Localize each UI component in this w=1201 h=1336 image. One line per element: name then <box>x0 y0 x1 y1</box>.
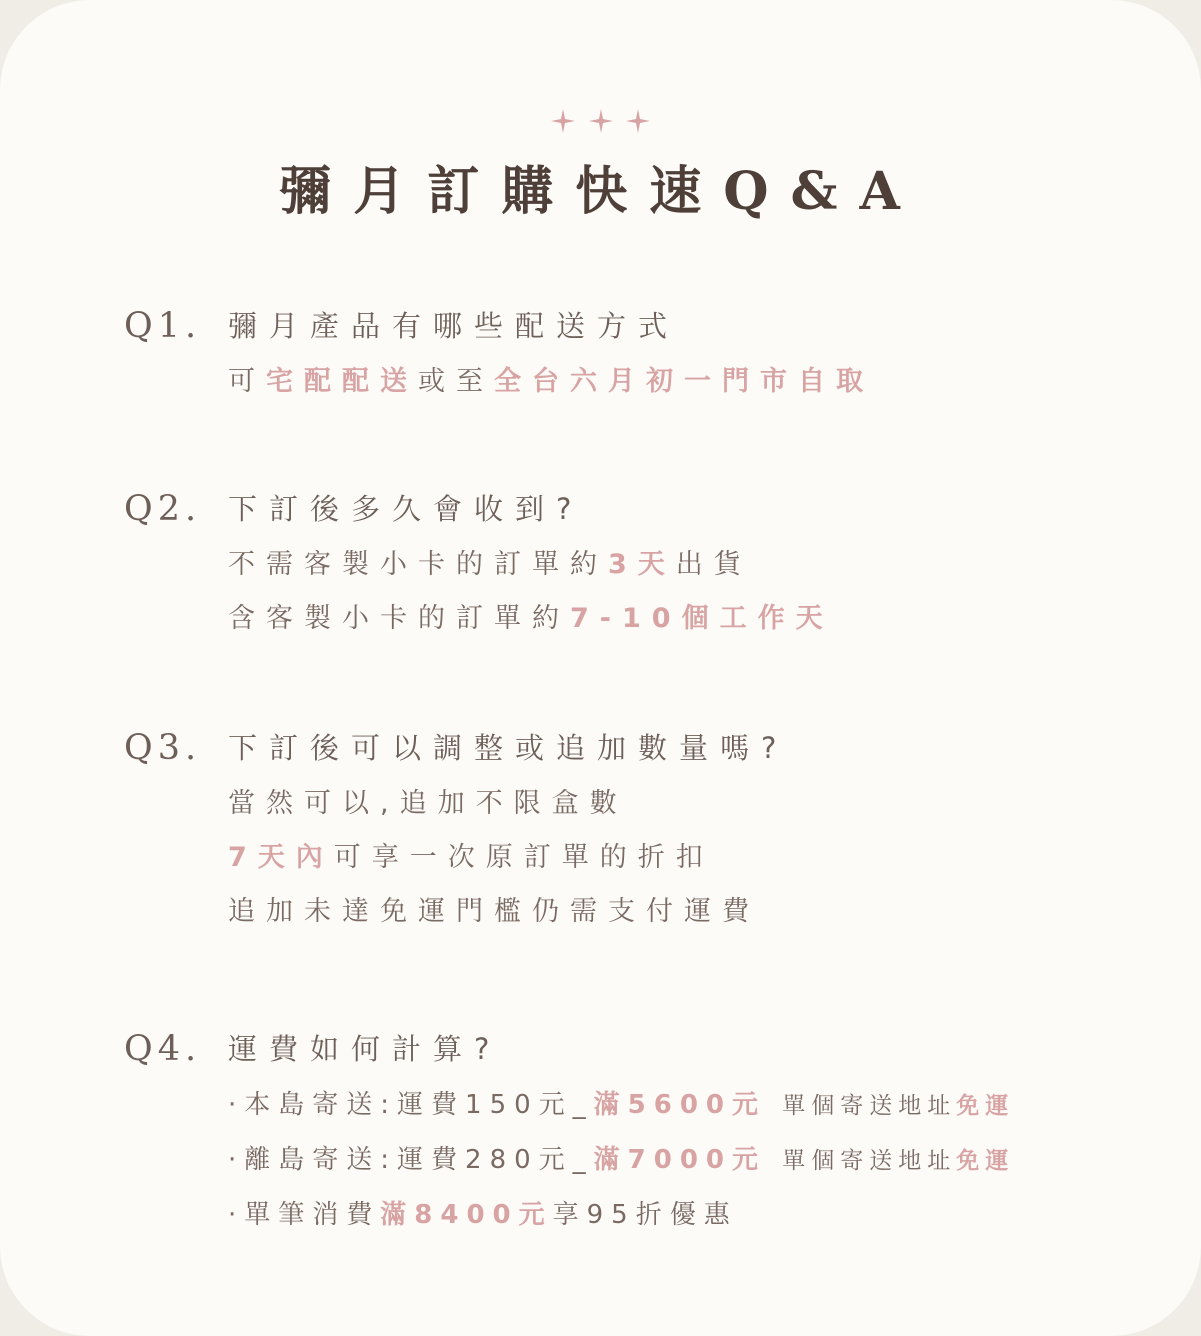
answer-segment: 可享一次原訂單的折扣 <box>333 842 714 873</box>
answer-highlight: 滿5600元 <box>593 1090 767 1120</box>
question-text: 下訂後可以調整或追加數量嗎? <box>228 731 789 765</box>
question-text: 彌月產品有哪些配送方式 <box>228 309 680 343</box>
qa-item-3 <box>124 723 1184 939</box>
answer-segment: ·離島寄送:運費280元_ <box>228 1145 594 1175</box>
answer-highlight: 滿7000元 <box>593 1145 767 1175</box>
answer-line <box>228 831 1184 885</box>
qa-item-4 <box>124 1024 1184 1242</box>
sparkle-icon <box>588 108 614 134</box>
answer-highlight: 免運 <box>956 1148 1015 1174</box>
page-title: 彌月訂購快速Q&A <box>279 161 922 222</box>
answer-segment: 單個寄送地址 <box>782 1093 957 1119</box>
answer-line <box>228 355 1184 409</box>
answer-line <box>228 1133 1184 1188</box>
answer-segment: 當然可以,追加不限盒數 <box>228 788 628 819</box>
answer-highlight: 滿8400元 <box>380 1200 553 1230</box>
question-number: Q3. <box>124 728 202 768</box>
answer-segment <box>766 1145 782 1175</box>
answer-highlight: 7-10個工作天 <box>570 603 834 634</box>
qa-item-1 <box>124 301 1184 409</box>
answer-highlight: 全台六月初一門市自取 <box>494 366 874 397</box>
answer-line <box>228 1188 1184 1242</box>
answer-highlight: 免運 <box>956 1093 1015 1119</box>
answer-highlight: 3天 <box>608 549 676 580</box>
answer-segment: 不需客製小卡的訂單約 <box>228 549 608 580</box>
answer-segment: 單個寄送地址 <box>782 1148 957 1174</box>
sparkles-decoration <box>0 108 1201 138</box>
answer-segment: ·本島寄送:運費150元_ <box>228 1090 594 1120</box>
answer-line <box>228 777 1184 831</box>
answer-highlight: 宅配配送 <box>266 366 418 397</box>
answer-line <box>228 1078 1184 1133</box>
answer-highlight: 7天內 <box>228 842 334 873</box>
answer-line <box>228 538 1184 592</box>
question-number: Q1. <box>124 306 202 346</box>
question-number: Q4. <box>124 1029 202 1069</box>
answer-line <box>228 885 1184 939</box>
qa-item-2 <box>124 484 1184 646</box>
answer-segment <box>766 1090 782 1120</box>
sparkle-icon <box>550 108 576 134</box>
answer-segment: 含客製小卡的訂單約 <box>228 603 570 634</box>
answer-segment: 追加未達免運門檻仍需支付運費 <box>228 896 760 927</box>
answer-segment: ·單筆消費 <box>228 1200 381 1230</box>
answer-segment: 或至 <box>418 366 494 397</box>
question-text: 運費如何計算? <box>228 1032 502 1066</box>
answer-segment: 出貨 <box>675 549 752 580</box>
sparkle-icon <box>625 108 651 134</box>
answer-segment: 享95折優惠 <box>552 1200 738 1230</box>
answer-segment: 可 <box>228 366 266 397</box>
answer-line <box>228 592 1184 646</box>
question-text: 下訂後多久會收到? <box>228 492 584 526</box>
question-number: Q2. <box>124 489 202 529</box>
